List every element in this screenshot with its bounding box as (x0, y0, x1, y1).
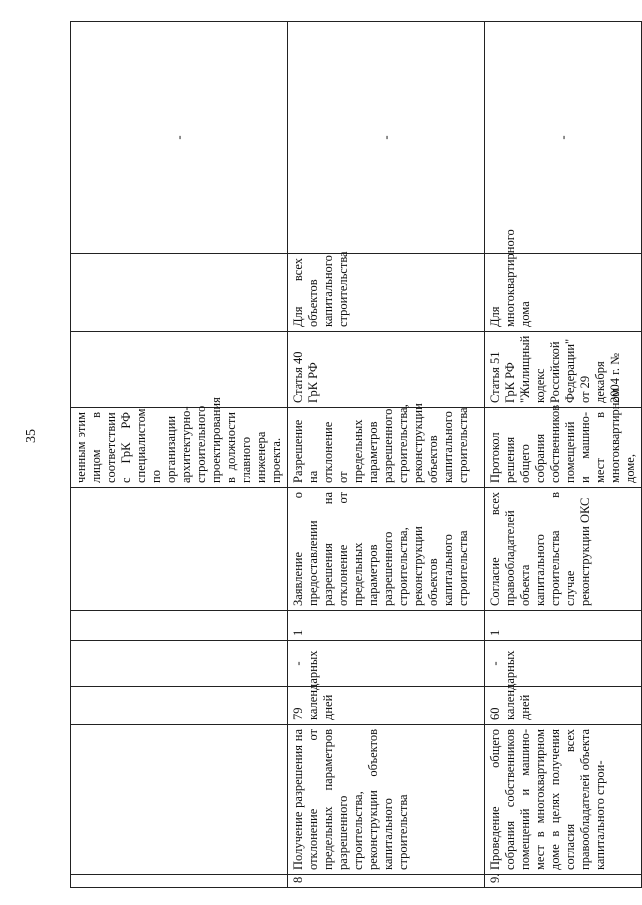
cell-empty (71, 875, 288, 888)
cell-criteria: Протокол решения общего собрания собственников помещений и машино-мест в многоквартирном доме, (485, 408, 642, 488)
cell-extra: - (288, 22, 485, 254)
cell-procedure: Получение разрешения на отклонение от предельных параметров разрешенного строительства, реконструкции объектов капитального строительства (288, 725, 485, 875)
cell-cost: - (485, 641, 642, 687)
cell-extra: - (71, 22, 288, 254)
cell-cost: - (288, 641, 485, 687)
cell-criteria: Разрешение на отклонение от предельных параметров разрешенного строительства, реконструкции объектов капитального строительства (288, 408, 485, 488)
cell-empty (71, 687, 288, 725)
regulation-table (70, 21, 642, 888)
cell-term: 79 календарных дней (288, 687, 485, 725)
cell-docs-count: 1 (288, 611, 485, 641)
cell-documents: Заявление о предоставлении разрешения на отклонение от предельных параметров разрешенного строительства, реконструкции объектов капитального строительства (288, 488, 485, 611)
cell-extra: - (485, 22, 642, 254)
cell-empty (71, 254, 288, 332)
cell-procedure: Проведение общего собрания собственников помещений и машино-мест в многоквартирном доме в целях получения согласия всех правообладателей объекта капитального строи- (485, 725, 642, 875)
regulation-table-rotated (70, 22, 637, 888)
cell-legal: Статья 40 ГрК РФ (288, 332, 485, 408)
cell-empty (71, 725, 288, 875)
cell-empty (71, 488, 288, 611)
cell-empty (71, 641, 288, 687)
page-number: 35 (24, 429, 39, 443)
table-row (288, 22, 485, 888)
cell-empty (71, 332, 288, 408)
cell-docs-count: 1 (485, 611, 642, 641)
table-row-continued (71, 22, 288, 888)
cell-num: 9. (485, 875, 642, 888)
cell-num: 8 (288, 875, 485, 888)
cell-applicability: Для многоквартирного дома (485, 254, 642, 332)
cell-term: 60 календарных дней (485, 687, 642, 725)
table-row (485, 22, 642, 888)
cell-applicability: Для всех объектов капитального строительства (288, 254, 485, 332)
cell-empty (71, 611, 288, 641)
cell-documents: Согласие всех правообладателей объекта капитального строительства в случае реконструкции ОКС (485, 488, 642, 611)
cell-legal: Статья 51 ГрК РФ "Жилищный кодекс Российской Федерации" от 29 декабря 2004 г. № (485, 332, 642, 408)
cell-criteria-continued: ченным этим лицом в соответствии с ГрК РФ специалистом по организации архитектурно-строительного проектирования в должности главного инженера проекта. (71, 408, 288, 488)
